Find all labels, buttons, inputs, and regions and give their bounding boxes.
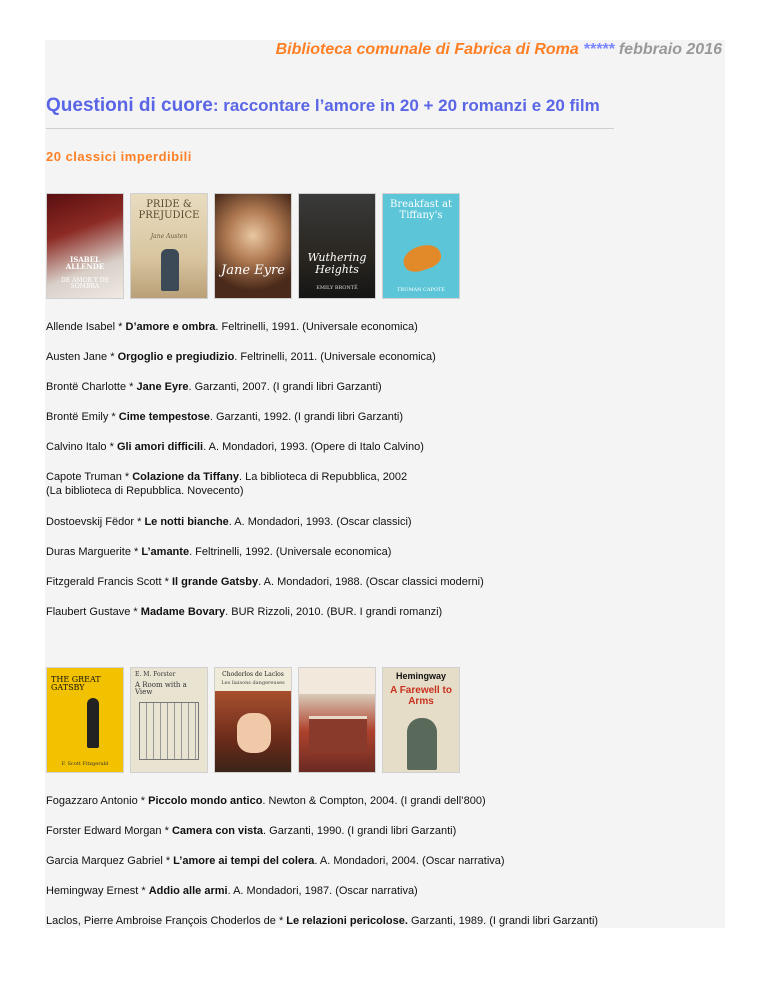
list-item: Laclos, Pierre Ambroise François Choderlos de * Le relazioni pericolose. Garzanti, 1989. (I grandi libri Garzanti) [46, 915, 599, 927]
cover-figure [407, 718, 437, 770]
list-item: Hemingway Ernest * Addio alle armi. A. Mondadori, 1987. (Oscar narrativa) [46, 885, 418, 897]
library-name: Biblioteca comunale di Fabrica di Roma [275, 41, 579, 58]
cover-title: Jane Eyre [221, 263, 285, 278]
cover-figure [87, 698, 99, 748]
header-month: febbraio 2016 [618, 41, 722, 58]
cover-subtitle: EMILY BRONTË [316, 285, 358, 291]
list-item: Allende Isabel * D’amore e ombra. Feltrinelli, 1991. (Universale economica) [46, 321, 418, 333]
list-item: Garcia Marquez Gabriel * L’amore ai tempi del colera. A. Mondadori, 2004. (Oscar narrativa) [46, 855, 505, 867]
cover-subtitle: A Farewell to Arms [390, 685, 452, 707]
list-item: Forster Edward Morgan * Camera con vista. Garzanti, 1990. (I grandi libri Garzanti) [46, 825, 457, 837]
cover-subtitle: Jane Austen [150, 233, 188, 240]
title-main: Questioni di cuore [46, 95, 213, 116]
cover-title: Breakfast at Tiffany's [389, 199, 453, 221]
list-item: Dostoevskij Fëdor * Le notti bianche. A. Mondadori, 1993. (Oscar classici) [46, 516, 412, 528]
cover-subtitle: TRUMAN CAPOTE [397, 287, 445, 293]
cover-title: Choderlos de Laclos [222, 671, 284, 678]
list-item: Flaubert Gustave * Madame Bovary. BUR Rizzoli, 2010. (BUR. I grandi romanzi) [46, 606, 443, 618]
list-item: Brontë Emily * Cime tempestose. Garzanti, 1992. (I grandi libri Garzanti) [46, 411, 404, 423]
cover-subtitle: Les liaisons dangereuses [221, 680, 285, 686]
croissant-icon [400, 241, 444, 276]
list-item: Fogazzaro Antonio * Piccolo mondo antico. Newton & Compton, 2004. (I grandi dell’800) [46, 795, 486, 807]
library-header [276, 41, 722, 59]
cover-illustration [139, 702, 199, 760]
book-cover-room-with-view [130, 667, 208, 773]
page-title [46, 95, 600, 117]
list-item: Fitzgerald Francis Scott * Il grande Gatsby. A. Mondadori, 1988. (Oscar classici moderni) [46, 576, 484, 588]
cover-figures [161, 249, 179, 291]
book-cover-great-gatsby [46, 667, 124, 773]
cover-subtitle: DE AMOR Y DE SOMBRA [61, 277, 109, 291]
cover-figure [237, 713, 271, 753]
list-item: Duras Marguerite * L’amante. Feltrinelli, 1992. (Universale economica) [46, 546, 392, 558]
divider [46, 128, 614, 129]
book-cover-laclos [214, 667, 292, 773]
cover-title: E. M. Forster [135, 671, 176, 678]
cover-title: PRIDE & PREJUDICE [138, 199, 200, 221]
book-cover-farewell-arms [382, 667, 460, 773]
cover-subtitle: A Room with a View [135, 681, 187, 697]
list-item: Austen Jane * Orgoglio e pregiudizio. Feltrinelli, 2011. (Universale economica) [46, 351, 436, 363]
book-cover-wuthering-heights [298, 193, 376, 299]
book-cover-jane-eyre [214, 193, 292, 299]
book-cover-breakfast-tiffanys [382, 193, 460, 299]
cover-steamboat [309, 716, 367, 753]
cover-title: ISABEL ALLENDE [65, 255, 105, 272]
list-item: Capote Truman * Colazione da Tiffany. La biblioteca di Repubblica, 2002 (La biblioteca di Repubblica. Novecento) [46, 471, 408, 497]
book-cover-austen [130, 193, 208, 299]
cover-subtitle: F. Scott Fitzgerald [61, 761, 109, 767]
book-cover-allende [46, 193, 124, 299]
section-heading: 20 classici imperdibili [46, 149, 192, 164]
book-covers-row-2 [46, 667, 460, 773]
cover-title: Hemingway [395, 671, 446, 681]
title-sub: : raccontare l’amore in 20 + 20 romanzi e 20 film [212, 96, 600, 115]
book-covers-row-1 [46, 193, 460, 299]
cover-title: THE GREAT GATSBY [51, 675, 101, 693]
header-stars: ***** [583, 41, 615, 58]
list-item: Calvino Italo * Gli amori difficili. A. Mondadori, 1993. (Opere di Italo Calvino) [46, 441, 424, 453]
book-cover-amore-colera [298, 667, 376, 773]
list-item: Brontë Charlotte * Jane Eyre. Garzanti, 2007. (I grandi libri Garzanti) [46, 381, 382, 393]
cover-title: Wuthering Heights [307, 251, 367, 276]
